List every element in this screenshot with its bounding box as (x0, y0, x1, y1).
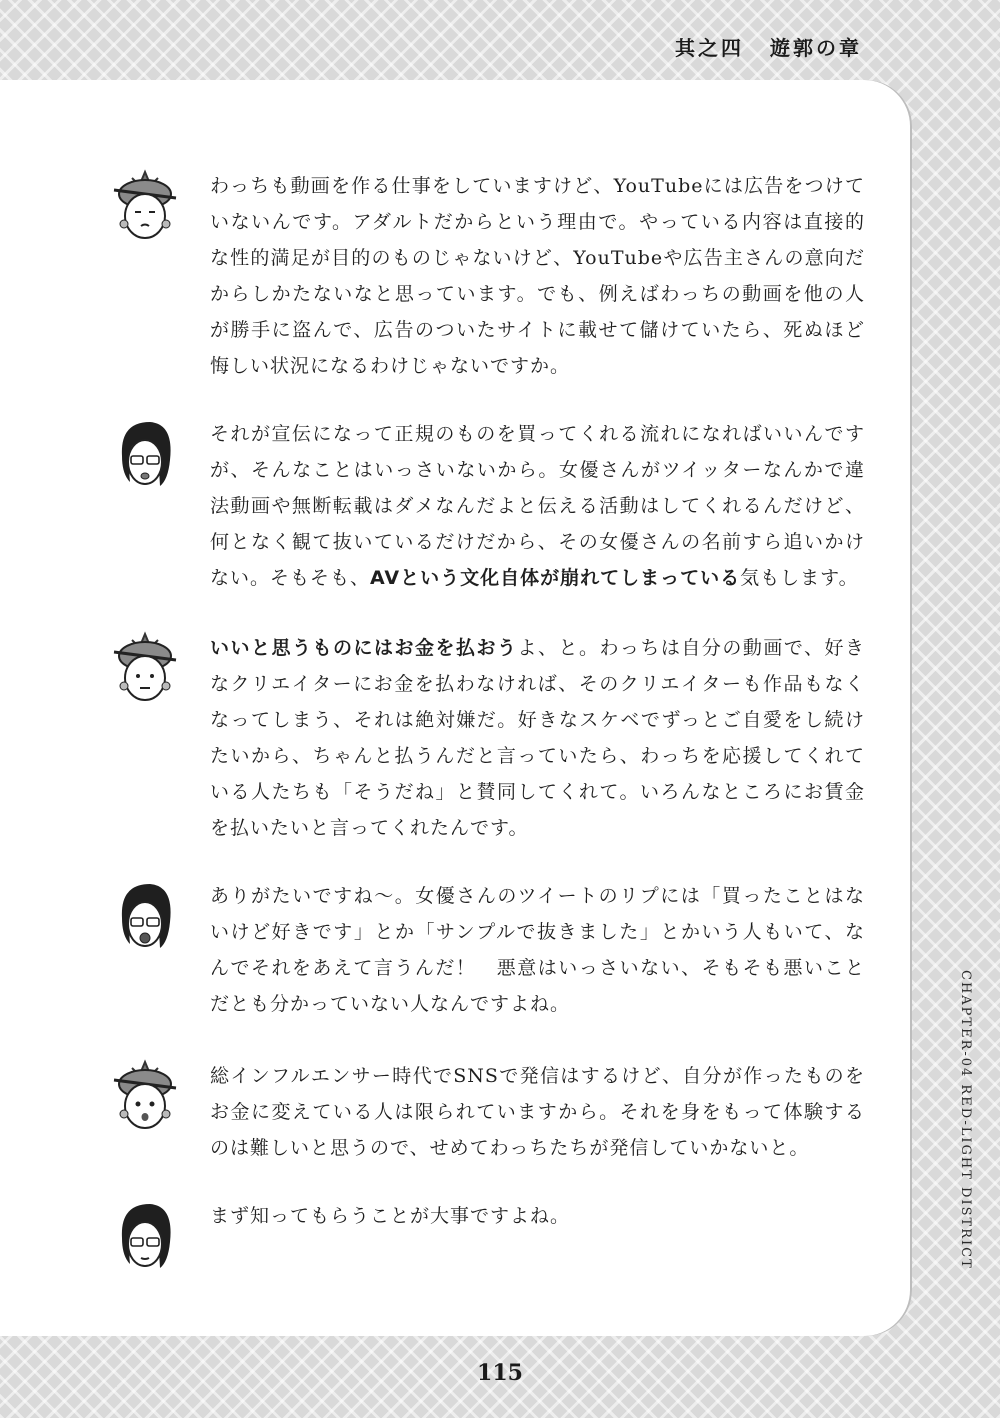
geisha-avatar-icon (110, 1058, 180, 1138)
chapter-title: 遊郭の章 (770, 36, 862, 60)
chapter-header (675, 32, 862, 61)
dialogue-text: わっちも動画を作る仕事をしていますけど、YouTubeには広告をつけていないんです。アダルトだからという理由で。やっている内容は直接的な性的満足が目的のものじゃないけど、YouTubeや広告主さんの意向だからしかたないなと思っています。でも、例えばわっちの動画を他の人が勝手に盗んで、広告のついたサイトに載せて儲けていたら、死ぬほど悔しい状況になるわけじゃないですか。 (210, 175, 865, 377)
chapter-section: 其之四 (675, 36, 744, 60)
dialogue-text: まず知ってもらうことが大事ですよね。 (210, 1205, 571, 1227)
dialogue-text: ありがたいですね〜。女優さんのツイートのリプには「買ったことはないけど好きです」とか「サンプルで抜きました」とかいう人もいて、なんでそれをあえて言うんだ！ 悪意はいっさいない、そもそも悪いことだとも分かっていない人なんですよね。 (210, 885, 865, 1015)
geisha-avatar-icon (110, 630, 180, 710)
dialogue-text-after: よ、と。わっちは自分の動画で、好きなクリエイターにお金を払わなければ、そのクリエイターも作品もなくなってしまう、それは絶対嫌だ。好きなスケベでずっとご自愛をし続けたいから、ちゃんと払うんだと言っていたら、わっちを応援してくれている人たちも「そうだね」と賛同してくれて。いろんなところにお賃金を払いたいと言ってくれたんです。 (210, 637, 865, 839)
woman-glasses-avatar-icon (110, 416, 180, 496)
dialogue-text-after: 気もします。 (740, 567, 859, 589)
page-panel (0, 80, 912, 1336)
emphasis-text: いいと思うものにはお金を払おう (210, 637, 518, 659)
side-chapter-title: CHAPTER-04 RED-LIGHT DISTRICT (958, 970, 973, 1270)
woman-glasses-avatar-icon (110, 1198, 180, 1278)
emphasis-text: AVという文化自体が崩れてしまっている (370, 567, 741, 589)
geisha-avatar-icon (110, 168, 180, 248)
page-number: 115 (477, 1360, 523, 1386)
dialogue-text (210, 630, 865, 846)
dialogue-text (210, 416, 865, 596)
woman-glasses-avatar-icon (110, 878, 180, 958)
dialogue-text: 総インフルエンサー時代でSNSで発信はするけど、自分が作ったものをお金に変えている人は限られていますから。それを身をもって体験するのは難しいと思うので、せめてわっちたちが発信していかないと。 (210, 1065, 865, 1159)
dialogue-text-before: それが宣伝になって正規のものを買ってくれる流れになればいいんですが、そんなことはいっさいないから。女優さんがツイッターなんかで違法動画や無断転載はダメなんだよと伝える活動はしてくれるんだけど、何となく観て抜いているだけだから、その女優さんの名前すら追いかけない。そもそも、 (210, 423, 865, 589)
